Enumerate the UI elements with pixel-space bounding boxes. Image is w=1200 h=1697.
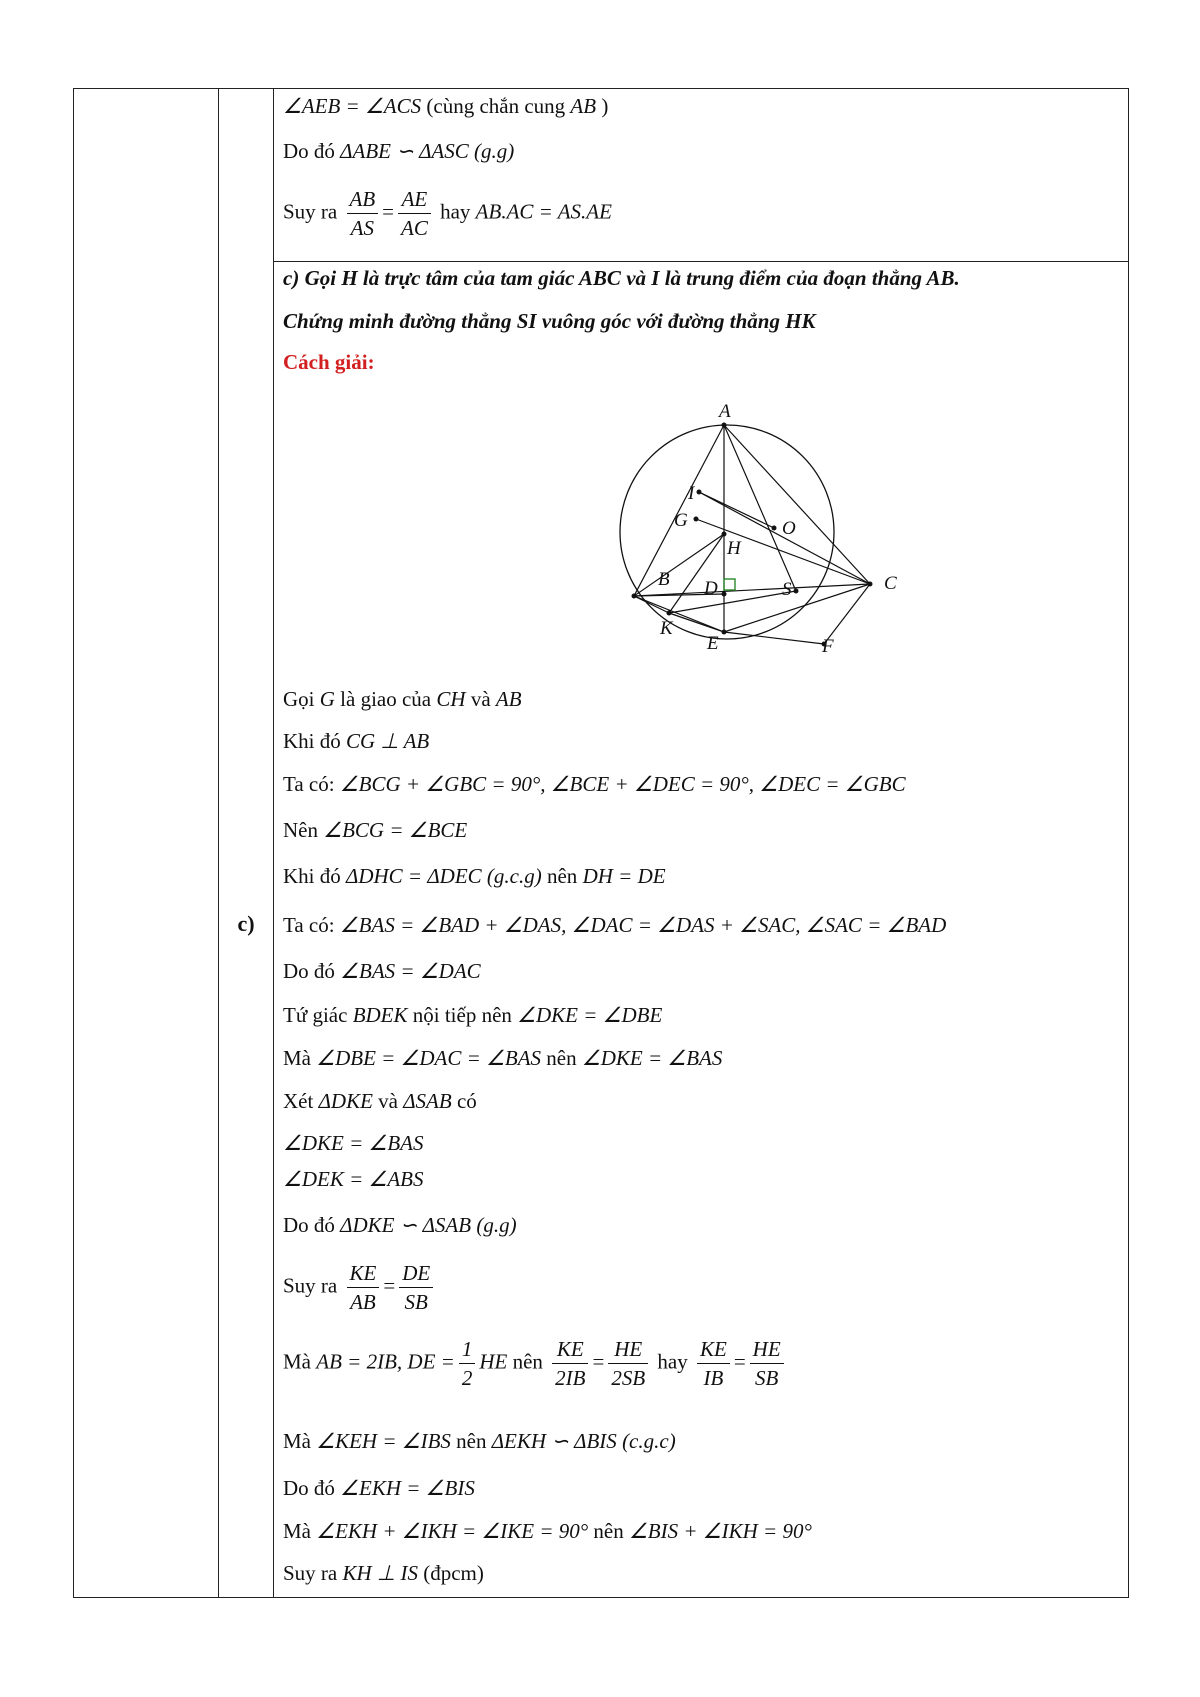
solution-line-19 [283, 1559, 484, 1587]
label-K: K [660, 618, 673, 639]
text: = [383, 1273, 396, 1298]
text: Ta có: [283, 772, 335, 796]
label-I: I [688, 483, 695, 504]
text: Suy ra [283, 1273, 338, 1298]
text: nên [456, 1429, 487, 1453]
text: có [456, 1089, 477, 1113]
text: Suy ra [283, 199, 338, 224]
text: (đpcm) [423, 1561, 484, 1585]
math: AB [570, 94, 597, 118]
math: ∠DKE = ∠BAS [581, 1046, 723, 1070]
solution-line-13 [283, 1211, 517, 1239]
fraction [398, 185, 431, 242]
math: I [651, 266, 660, 290]
text: hay [440, 199, 471, 224]
solution-line-17 [283, 1474, 475, 1502]
fraction [459, 1335, 476, 1392]
text: Gọi [283, 687, 315, 711]
math: AB [926, 266, 955, 290]
math: (c.g.c) [622, 1429, 676, 1453]
math: HK [785, 309, 816, 333]
text: và [626, 266, 647, 290]
text: nội tiếp nên [412, 1003, 512, 1027]
solution-line-12: ∠DEK = ∠ABS [283, 1167, 424, 1191]
math: SI [516, 309, 537, 333]
label-G: G [674, 510, 688, 531]
solution-line-1 [283, 685, 522, 713]
math: AB.AC = AS.AE [475, 199, 612, 224]
math: (g.g) [476, 1213, 517, 1237]
math: ΔDHC = ΔDEC [346, 864, 482, 888]
text: c) Gọi [283, 266, 337, 290]
solution-line-4 [283, 816, 467, 844]
math: ∠BAS = ∠DAC [340, 959, 481, 983]
text: Do đó [283, 139, 335, 163]
fraction [750, 1335, 784, 1392]
math: ∠AEB = ∠ACS [283, 94, 422, 118]
text: Khi đó [283, 864, 341, 888]
text: Do đó [283, 959, 335, 983]
text: là trung điểm của đoạn thẳng [664, 266, 923, 290]
label-S: S [782, 579, 792, 600]
text: nên [546, 864, 578, 888]
text: = [592, 1349, 605, 1374]
denominator: AS [350, 216, 374, 240]
label-H: H [727, 538, 741, 559]
text: Nên [283, 818, 318, 842]
text: Mà [283, 1349, 311, 1374]
numerator: KE [552, 1335, 588, 1364]
row1-line1 [283, 92, 608, 120]
math: ∠EKH + ∠IKH = ∠IKE = 90° [316, 1519, 589, 1543]
numerator: DE [399, 1259, 433, 1288]
fraction [552, 1335, 588, 1392]
math: ∠DKE = ∠DBE [517, 1003, 663, 1027]
numerator: AB [347, 185, 379, 214]
fraction [608, 1335, 648, 1392]
math: ABC [578, 266, 621, 290]
math: ΔEKH ∽ ΔBIS [491, 1429, 617, 1453]
text: hay [657, 1349, 688, 1374]
numerator: AE [398, 185, 431, 214]
text: là trực tâm của tam giác [362, 266, 575, 290]
text: Mà [283, 1519, 311, 1543]
math: H [341, 266, 358, 290]
math: ∠DBE = ∠DAC = ∠BAS [316, 1046, 542, 1070]
denominator: SB [754, 1366, 779, 1390]
text: Mà [283, 1429, 311, 1453]
denominator: AB [350, 1290, 376, 1314]
text: Tứ giác [283, 1003, 348, 1027]
text: nên [593, 1519, 624, 1543]
math: ∠BCG + ∠GBC = 90°, ∠BCE + ∠DEC = 90°, ∠DEC = ∠GBC [339, 772, 906, 796]
label-F: F [822, 636, 834, 657]
math: ∠KEH = ∠IBS [316, 1429, 451, 1453]
text: Ta có: [283, 913, 335, 937]
denominator: IB [703, 1366, 724, 1390]
geometry-figure [574, 389, 924, 659]
solution-line-8 [283, 1001, 662, 1029]
text: Khi đó [283, 729, 341, 753]
math: ΔSAB [403, 1089, 452, 1113]
denominator: 2SB [611, 1366, 646, 1390]
numerator: 1 [459, 1335, 476, 1364]
solution-line-15 [283, 1335, 788, 1392]
table-row-divider [273, 261, 1128, 262]
text: Mà [283, 1046, 311, 1070]
label-D: D [704, 578, 718, 599]
math: ∠BAS = ∠BAD + ∠DAS, ∠DAC = ∠DAS + ∠SAC, ∠SAC = ∠BAD [339, 913, 947, 937]
label-B: B [658, 569, 670, 590]
denominator: 2IB [555, 1366, 586, 1390]
right-angle-mark [724, 579, 735, 590]
denominator: SB [404, 1290, 428, 1314]
solution-line-7 [283, 957, 481, 985]
text: và [378, 1089, 398, 1113]
table-column-divider-2 [273, 89, 274, 1597]
math: AB = 2IB, DE = [316, 1349, 455, 1374]
math: BDEK [352, 1003, 408, 1027]
solution-line-3 [283, 770, 906, 798]
solution-line-6 [283, 911, 946, 939]
math: AB [495, 687, 522, 711]
math: (g.c.g) [486, 864, 542, 888]
question-line-1 [283, 264, 960, 292]
solution-line-9 [283, 1044, 722, 1072]
denominator: AC [401, 216, 428, 240]
math: ∠BCG = ∠BCE [323, 818, 468, 842]
text: (cùng chắn cung [426, 94, 566, 118]
math: KH ⊥ IS [342, 1561, 418, 1585]
text: Suy ra [283, 1561, 338, 1585]
question-line-2 [283, 307, 816, 335]
numerator: HE [750, 1335, 784, 1364]
numerator: HE [608, 1335, 648, 1364]
math: HE [479, 1349, 508, 1374]
fraction [347, 185, 379, 242]
text: và [470, 687, 491, 711]
math: (g.g) [474, 139, 515, 163]
label-A: A [719, 401, 731, 422]
solution-line-10 [283, 1087, 477, 1115]
fraction [347, 1259, 380, 1316]
part-label: c) [237, 911, 255, 936]
math: ΔDKE [318, 1089, 373, 1113]
math: ΔABE ∽ ΔASC [340, 139, 469, 163]
solution-line-11: ∠DKE = ∠BAS [283, 1131, 424, 1155]
solution-line-5 [283, 862, 666, 890]
numerator: KE [347, 1259, 380, 1288]
text: Do đó [283, 1476, 335, 1500]
row1-line2 [283, 137, 514, 165]
solution-line-16 [283, 1427, 676, 1455]
label-O: O [782, 518, 796, 539]
solution-heading: Cách giải: [283, 350, 375, 374]
text: nên [546, 1046, 577, 1070]
table-column-divider-1 [218, 89, 219, 1597]
text: Do đó [283, 1213, 335, 1237]
math: DH = DE [582, 864, 666, 888]
text: ) [601, 94, 609, 118]
math: G [319, 687, 335, 711]
math: CH [436, 687, 466, 711]
fraction [399, 1259, 433, 1316]
label-C: C [884, 573, 897, 594]
text: là giao của [340, 687, 432, 711]
solution-line-14 [283, 1259, 437, 1316]
text: Chứng minh đường thẳng [283, 309, 512, 333]
numerator: KE [697, 1335, 730, 1364]
text: = [382, 199, 394, 224]
text: vuông góc với đường thẳng [541, 309, 780, 333]
text: Xét [283, 1089, 314, 1113]
text: . [954, 266, 960, 290]
solution-line-2 [283, 727, 429, 755]
label-E: E [707, 633, 719, 654]
math: ΔDKE ∽ ΔSAB [340, 1213, 472, 1237]
text: = [733, 1349, 746, 1374]
solution-line-18 [283, 1517, 812, 1545]
math: CG ⊥ AB [346, 729, 430, 753]
math: ∠EKH = ∠BIS [340, 1476, 475, 1500]
text: nên [512, 1349, 543, 1374]
denominator: 2 [461, 1366, 473, 1390]
math: ∠BIS + ∠IKH = 90° [628, 1519, 812, 1543]
row1-line3 [283, 185, 612, 242]
solution-table [73, 88, 1129, 1598]
fraction [697, 1335, 730, 1392]
